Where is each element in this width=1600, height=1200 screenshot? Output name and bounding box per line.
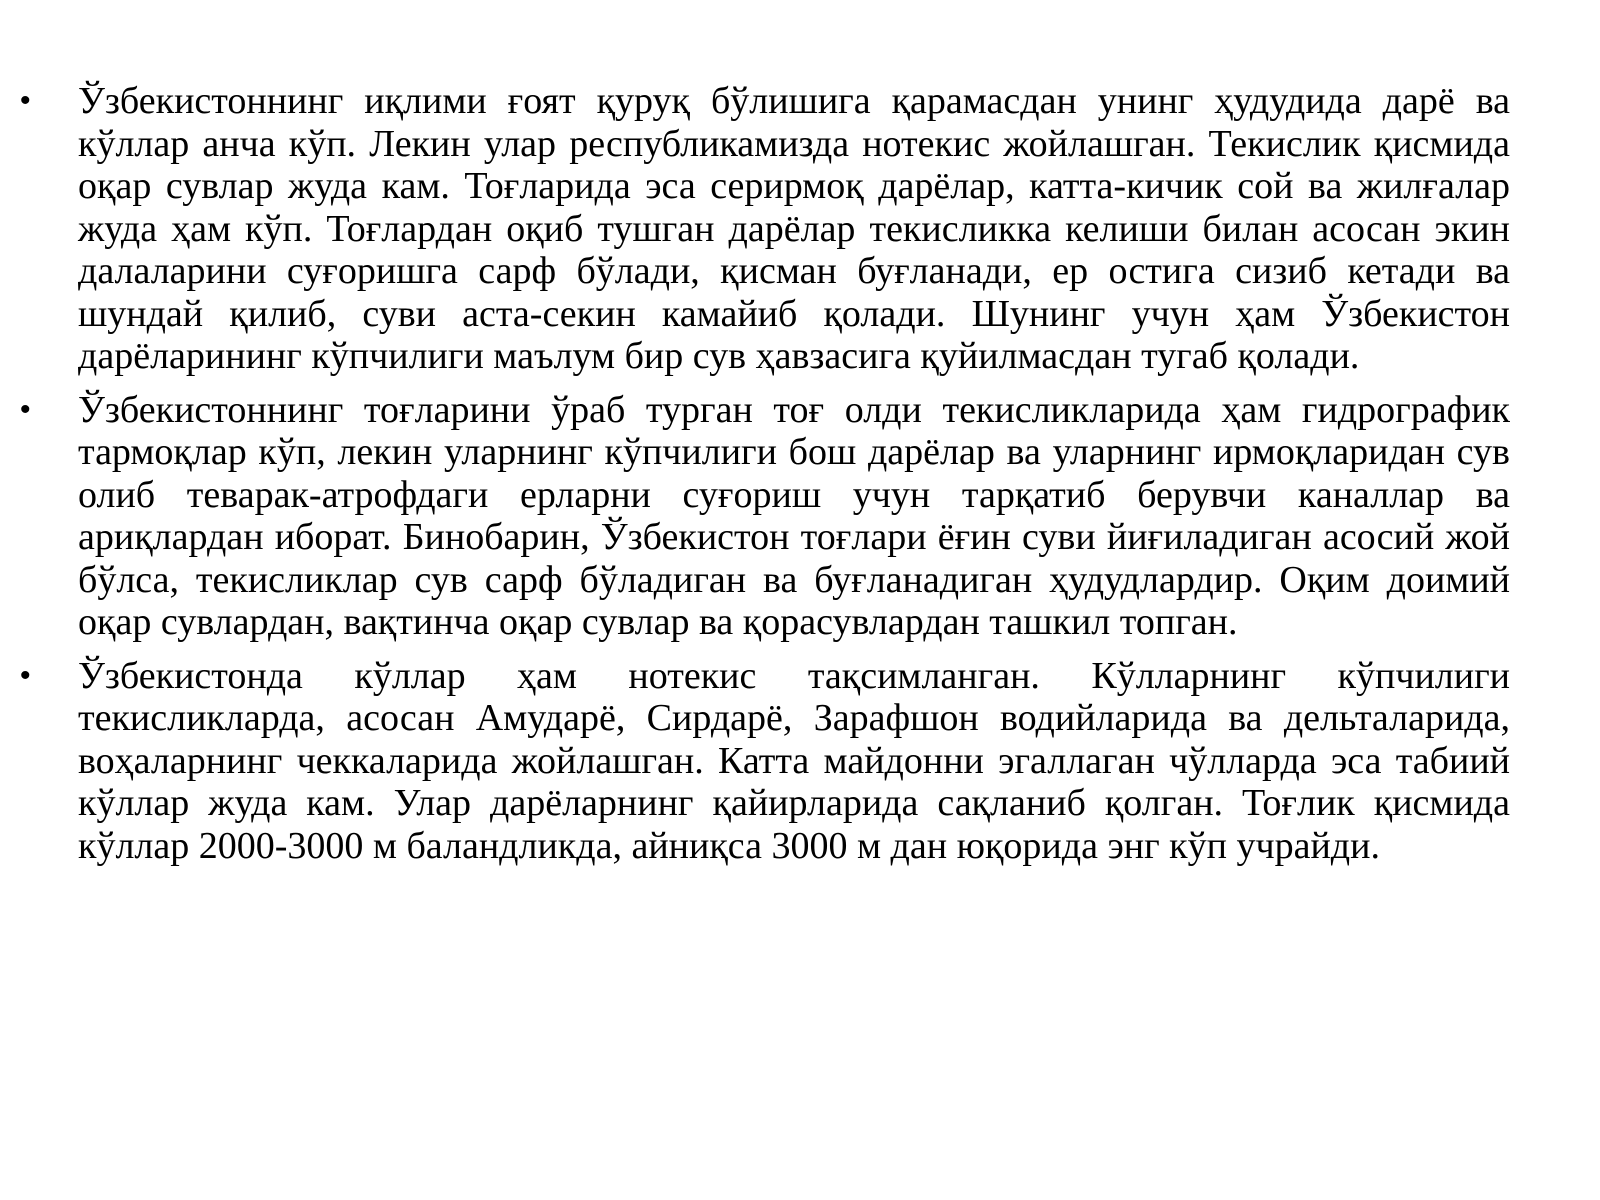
paragraph-text: Ўзбекистонда кўллар ҳам нотекис тақсимланган. Кўлларнинг кўпчилиги текисликларда, асосан Амударё, Сирдарё, Зарафшон водийларида ва дельталарида, воҳаларнинг чеккаларида жойлашган. Катта майдонни эгаллаган чўлларда эса табиий кўллар жуда кам. Улар дарёларнинг қайирларида сақланиб қолган. Тоғлик қисмида кўллар 2000-3000 м баландликда, айниқса 3000 м дан юқорида энг кўп учрайди. [78, 654, 1510, 867]
bullet-item-3 [20, 655, 1510, 868]
bullet-dot-icon: • [20, 84, 31, 117]
bullet-dot-icon: • [20, 658, 31, 692]
bullet-item-2 [20, 389, 1510, 644]
bullet-list [20, 80, 1510, 878]
bullet-item-1 [20, 80, 1510, 378]
paragraph-text: Ўзбекистоннинг тоғларини ўраб турган тоғ олди текисликларида ҳам гидрографик тармоқлар кўп, лекин уларнинг кўпчилиги бош дарёлар ва уларнинг ирмоқларидан сув олиб теварак-атрофдаги ерларни суғориш учун тарқатиб берувчи каналлар ва ариқлардан иборат. Бинобарин, Ўзбекистон тоғлари ёғин суви йиғиладиган асосий жой бўлса, текисликлар сув сарф бўладиган ва буғланадиган ҳудудлардир. Оқим доимий оқар сувлардан, вақтинча оқар сувлар ва қорасувлардан ташкил топган. [78, 388, 1510, 643]
paragraph-text: Ўзбекистоннинг иқлими ғоят қуруқ бўлишига қарамасдан унинг ҳудудида дарё ва кўллар анча кўп. Лекин улар республикамизда нотекис жойлашган. Текислик қисмида оқар сувлар жуда кам. Тоғларида эса серирмоқ дарёлар, катта-кичик сой ва жилғалар жуда ҳам кўп. Тоғлардан оқиб тушган дарёлар текисликка келиши билан асосан экин далаларини суғоришга сарф бўлади, қисман буғланади, ер остига сизиб кетади ва шундай қилиб, суви аста-секин камайиб қолади. Шунинг учун ҳам Ўзбекистон дарёларининг кўпчилиги маълум бир сув ҳавзасига қуйилмасдан тугаб қолади. [78, 80, 1510, 377]
bullet-dot-icon: • [20, 392, 31, 426]
